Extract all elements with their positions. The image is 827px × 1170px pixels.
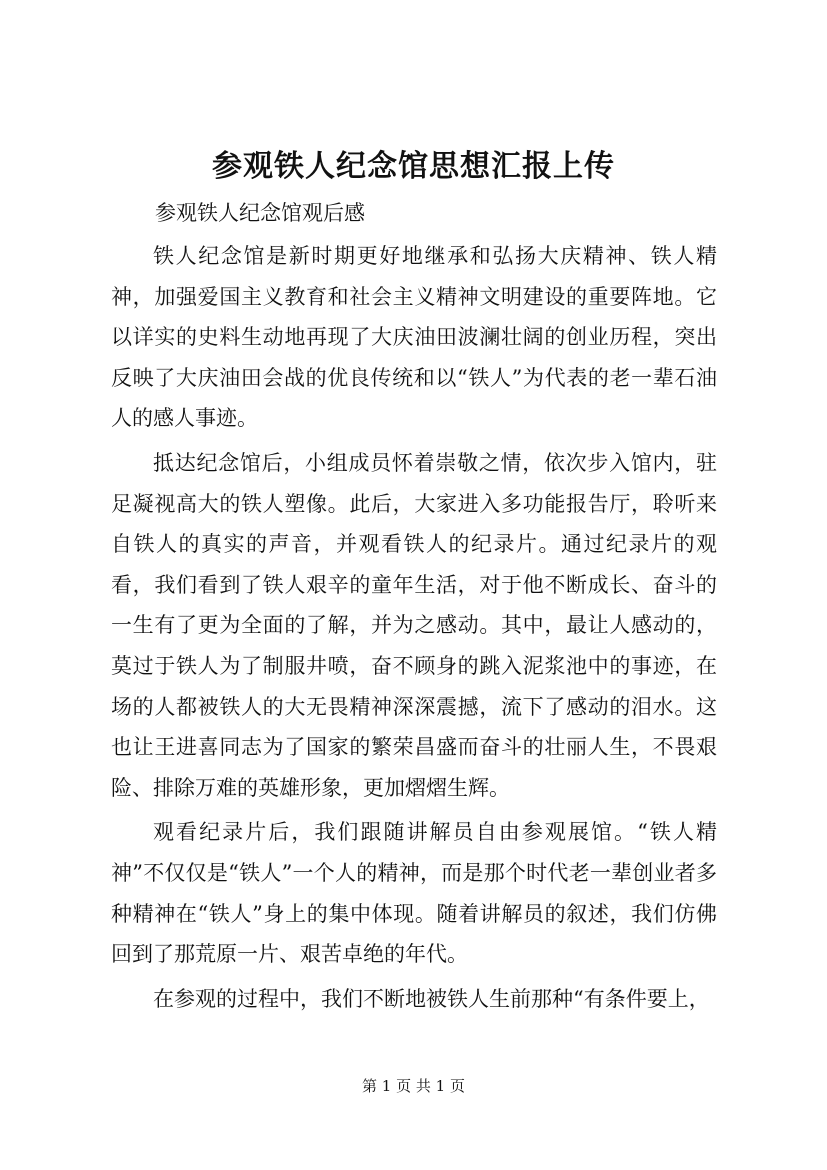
paragraph: 观看纪录片后，我们跟随讲解员自由参观展馆。“铁人精神”不仅仅是“铁人”一个人的精神，而是那个时代老一辈创业者多种精神在“铁人”身上的集中体现。随着讲解员的叙述，我们仿佛回到了那荒原一片、艰苦卓绝的年代。 [111,820,717,967]
document-subtitle: 参观铁人纪念馆观后感 [155,201,365,225]
document-title: 参观铁人纪念馆思想汇报上传 [212,149,615,184]
paragraph: 铁人纪念馆是新时期更好地继承和弘扬大庆精神、铁人精神，加强爱国主义教育和社会主义精神文明建设的重要阵地。它以详实的史料生动地再现了大庆油田波澜壮阔的创业历程，突出反映了大庆油田会战的优良传统和以“铁人”为代表的老一辈石油人的感人事迹。 [111,244,717,431]
document-body [111,236,717,1019]
page-footer: 第 1 页 共 1 页 [362,1077,465,1095]
paragraph: 在参观的过程中，我们不断地被铁人生前那种“有条件要上， [153,986,710,1011]
paragraph: 抵达纪念馆后，小组成员怀着崇敬之情，依次步入馆内，驻足凝视高大的铁人塑像。此后，大家进入多功能报告厅，聆听来自铁人的真实的声音，并观看铁人的纪录片。通过纪录片的观看，我们看到了铁人艰辛的童年生活，对于他不断成长、奋斗的一生有了更为全面的了解，并为之感动。其中，最让人感动的，莫过于铁人为了制服井喷，奋不顾身的跳入泥浆池中的事迹，在场的人都被铁人的大无畏精神深深震撼，流下了感动的泪水。这也让王进喜同志为了国家的繁荣昌盛而奋斗的壮丽人生，不畏艰险、排除万难的英雄形象，更加熠熠生辉。 [111,450,717,800]
